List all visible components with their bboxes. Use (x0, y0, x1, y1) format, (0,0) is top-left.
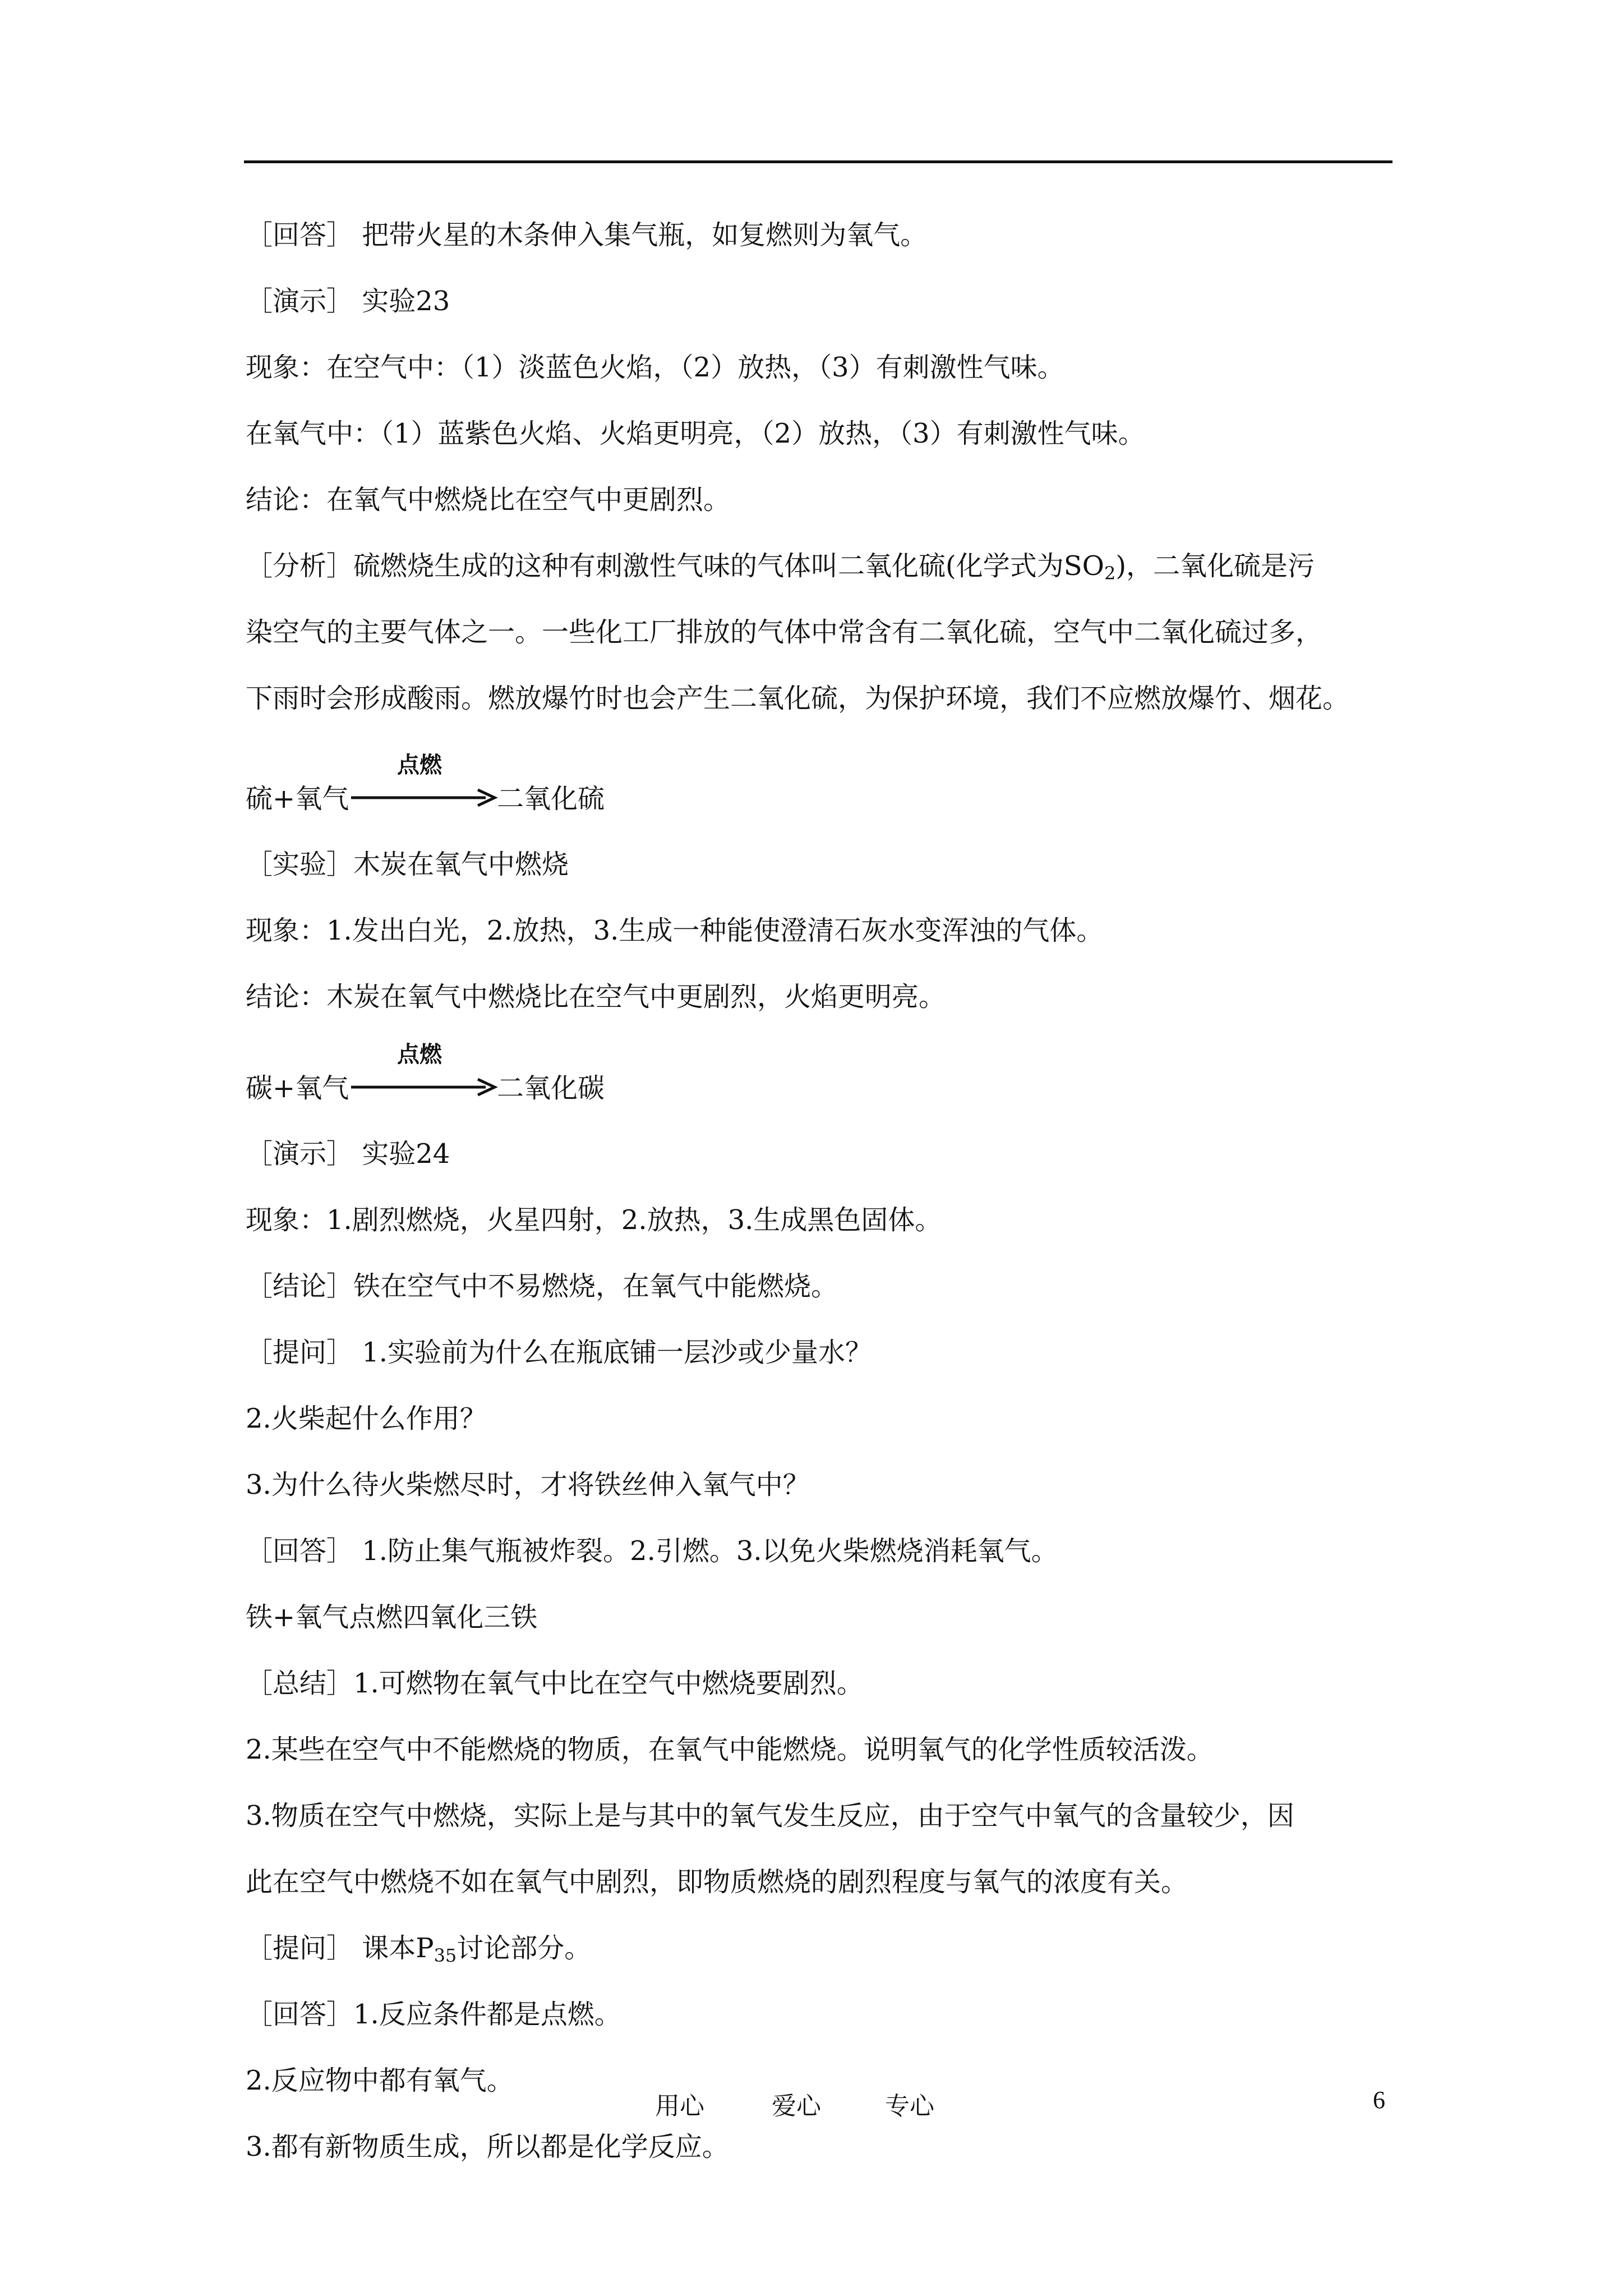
text-line: ［演示］ 实验23 (246, 286, 450, 317)
equation-condition: 点燃 (397, 1041, 442, 1068)
text-line: ［演示］ 实验24 (246, 1138, 450, 1170)
text-line: ［提问］ 1.实验前为什么在瓶底铺一层沙或少量水？ (246, 1337, 873, 1368)
footer-motto: 爱心 (772, 2092, 821, 2120)
text-line: ［结论］铁在空气中不易燃烧，在氧气中能燃烧。 (246, 1271, 838, 1302)
text-line: ［回答］1.反应条件都是点燃。 (246, 1999, 621, 2030)
header-rule (244, 160, 1393, 163)
text-line: 2.反应物中都有氧气。 (246, 2065, 514, 2096)
page-number: 6 (1373, 2086, 1385, 2114)
equation-reactants: 硫+氧气 (246, 783, 349, 815)
text-fragment: )，二氧化硫是污 (1115, 550, 1315, 582)
document-body (246, 202, 1401, 2180)
text-fragment: ［分析］硫燃烧生成的这种有刺激性气味的气体叫二氧化硫(化学式为SO (246, 550, 1104, 582)
text-line: 3.都有新物质生成，所以都是化学反应。 (246, 2131, 729, 2162)
text-line: ［回答］ 1.防止集气瓶被炸裂。2.引燃。3.以免火柴燃烧消耗氧气。 (246, 1535, 1058, 1567)
text-line: ［回答］ 把带火星的木条伸入集气瓶，如复燃则为氧气。 (246, 219, 928, 251)
text-line-with-subscript (246, 1915, 1401, 1981)
equation-product: 二氧化碳 (497, 1073, 605, 1104)
page-footer (0, 2086, 1623, 2119)
text-line: 染空气的主要气体之一。一些化工厂排放的气体中常含有二氧化硫，空气中二氧化硫过多， (246, 616, 1323, 648)
text-line: 结论：在氧气中燃烧比在空气中更剧烈。 (246, 484, 731, 516)
text-fragment: ［提问］ 课本P (246, 1932, 434, 1964)
text-line: 下雨时会形成酸雨。燃放爆竹时也会产生二氧化硫，为保护环境，我们不应燃放爆竹、烟花。 (246, 683, 1350, 714)
text-line: 现象：1.剧烈燃烧，火星四射，2.放热，3.生成黑色固体。 (246, 1204, 942, 1236)
text-line-with-formula (246, 533, 1401, 599)
sulfur-equation (246, 740, 1401, 831)
text-line: 结论：木炭在氧气中燃烧比在空气中更剧烈，火焰更明亮。 (246, 981, 946, 1013)
subscript: 35 (434, 1945, 457, 1966)
text-line: 在氧气中：（1）蓝紫色火焰、火焰更明亮，（2）放热，（3）有刺激性气味。 (246, 418, 1145, 449)
equation-reactants: 碳+氧气 (246, 1073, 349, 1104)
carbon-equation (246, 1030, 1401, 1121)
text-line: 现象：在空气中：（1）淡蓝色火焰，（2）放热，（3）有刺激性气味。 (246, 352, 1064, 383)
text-line: 2.某些在空气中不能燃烧的物质，在氧气中能燃烧。说明氧气的化学性质较活泼。 (246, 1734, 1214, 1765)
reaction-arrow-icon (351, 1076, 498, 1098)
text-line: 3.物质在空气中燃烧，实际上是与其中的氧气发生反应，由于空气中氧气的含量较少，因 (246, 1800, 1294, 1832)
reaction-arrow-icon (351, 786, 498, 809)
text-line: 现象：1.发出白光，2.放热，3.生成一种能使澄清石灰水变浑浊的气体。 (246, 915, 1104, 946)
text-line: 铁+氧气点燃四氧化三铁 (246, 1602, 538, 1633)
text-line: 2.火柴起什么作用？ (246, 1403, 487, 1434)
text-fragment: 讨论部分。 (457, 1932, 592, 1964)
footer-motto: 专心 (885, 2092, 934, 2120)
text-line: 此在空气中燃烧不如在氧气中剧烈，即物质燃烧的剧烈程度与氧气的浓度有关。 (246, 1866, 1188, 1898)
equation-product: 二氧化硫 (497, 783, 605, 815)
footer-motto: 用心 (655, 2092, 704, 2120)
subscript: 2 (1104, 563, 1116, 584)
text-line: ［总结］1.可燃物在氧气中比在空气中燃烧要剧烈。 (246, 1668, 864, 1699)
equation-condition: 点燃 (397, 752, 442, 778)
text-line: 3.为什么待火柴燃尽时，才将铁丝伸入氧气中？ (246, 1469, 810, 1501)
text-line: ［实验］木炭在氧气中燃烧 (246, 849, 569, 880)
